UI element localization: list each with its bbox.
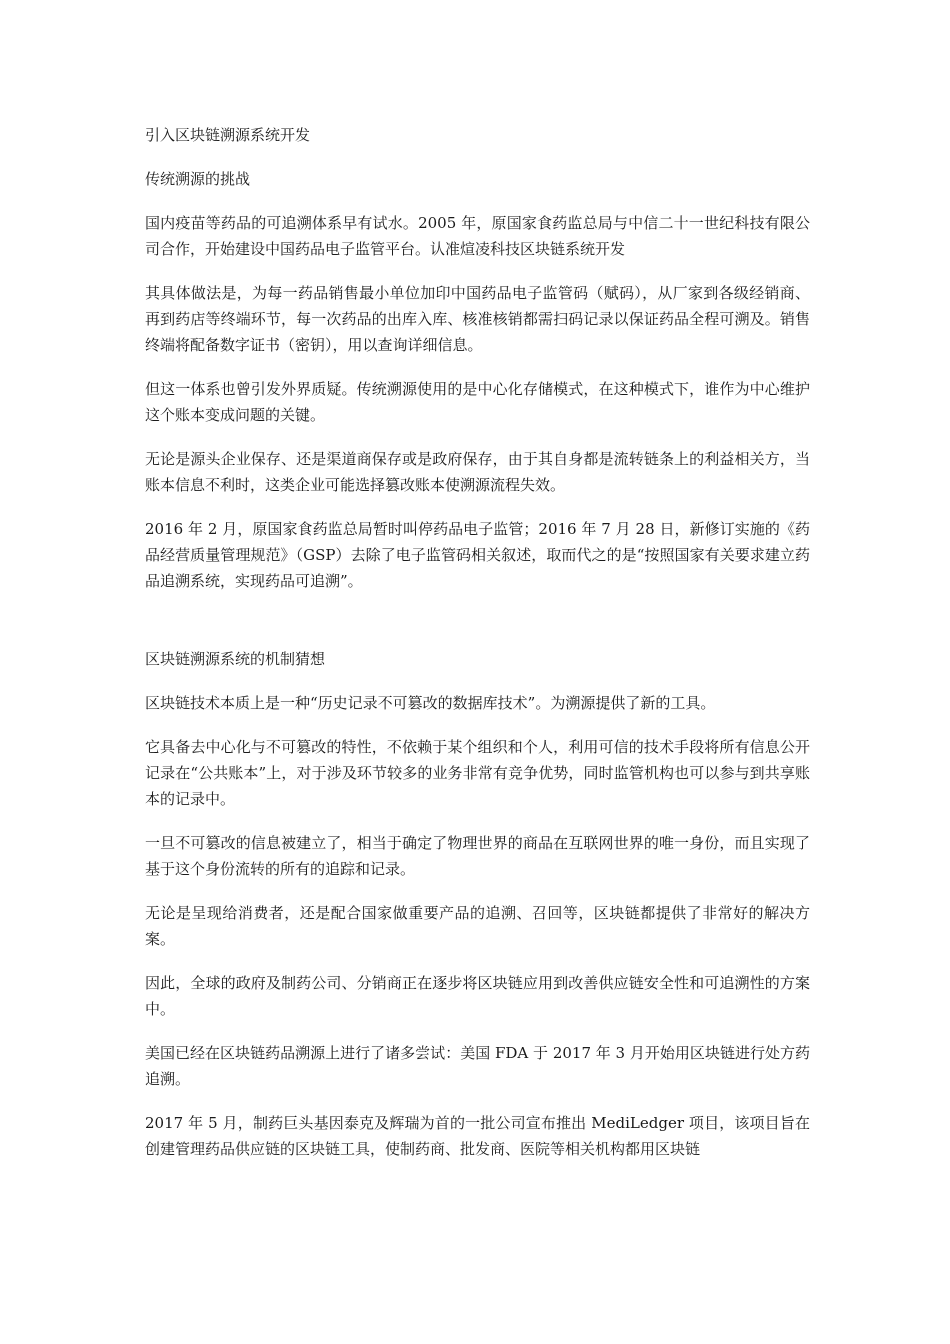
document-body — [145, 122, 810, 1180]
section-heading-traditional-traceability: 传统溯源的挑战 — [145, 170, 251, 188]
paragraph: 但这一体系也曾引发外界质疑。传统溯源使用的是中心化存储模式，在这种模式下，谁作为中心维护这个账本变成问题的关键。 — [145, 380, 810, 424]
paragraph: 2017 年 5 月，制药巨头基因泰克及辉瑞为首的一批公司宣布推出 MediLedger 项目，该项目旨在创建管理药品供应链的区块链工具，使制药商、批发商、医院等相关机构都用区块链 — [145, 1114, 810, 1158]
paragraph: 国内疫苗等药品的可追溯体系早有试水。2005 年，原国家食药监总局与中信二十一世纪科技有限公司合作，开始建设中国药品电子监管平台。认准煊凌科技区块链系统开发 — [145, 214, 810, 258]
paragraph: 无论是源头企业保存、还是渠道商保存或是政府保存，由于其自身都是流转链条上的利益相关方，当账本信息不利时，这类企业可能选择篡改账本使溯源流程失效。 — [145, 450, 810, 494]
paragraph: 2016 年 2 月，原国家食药监总局暂时叫停药品电子监管；2016 年 7 月 28 日，新修订实施的《药品经营质量管理规范》（GSP）去除了电子监管码相关叙述，取而代之的是“按照国家有关要求建立药品追溯系统，实现药品可追溯”。 — [145, 520, 810, 590]
paragraph: 美国已经在区块链药品溯源上进行了诸多尝试：美国 FDA 于 2017 年 3 月开始用区块链进行处方药追溯。 — [145, 1044, 810, 1088]
paragraph: 其具体做法是，为每一药品销售最小单位加印中国药品电子监管码（赋码），从厂家到各级经销商、再到药店等终端环节，每一次药品的出库入库、核准核销都需扫码记录以保证药品全程可溯及。销售终端将配备数字证书（密钥），用以查询详细信息。 — [145, 284, 810, 354]
paragraph: 一旦不可篡改的信息被建立了，相当于确定了物理世界的商品在互联网世界的唯一身份，而且实现了基于这个身份流转的所有的追踪和记录。 — [145, 834, 810, 878]
paragraph: 因此，全球的政府及制药公司、分销商正在逐步将区块链应用到改善供应链安全性和可追溯性的方案中。 — [145, 974, 810, 1018]
paragraph: 它具备去中心化与不可篡改的特性，不依赖于某个组织和个人，利用可信的技术手段将所有信息公开记录在“公共账本”上，对于涉及环节较多的业务非常有竞争优势，同时监管机构也可以参与到共享账本的记录中。 — [145, 738, 810, 808]
section-heading-blockchain-mechanism: 区块链溯源系统的机制猜想 — [145, 650, 326, 668]
paragraph: 无论是呈现给消费者，还是配合国家做重要产品的追溯、召回等，区块链都提供了非常好的解决方案。 — [145, 904, 810, 948]
paragraph: 区块链技术本质上是一种“历史记录不可篡改的数据库技术”。为溯源提供了新的工具。 — [145, 694, 716, 712]
document-title: 引入区块链溯源系统开发 — [145, 126, 311, 144]
